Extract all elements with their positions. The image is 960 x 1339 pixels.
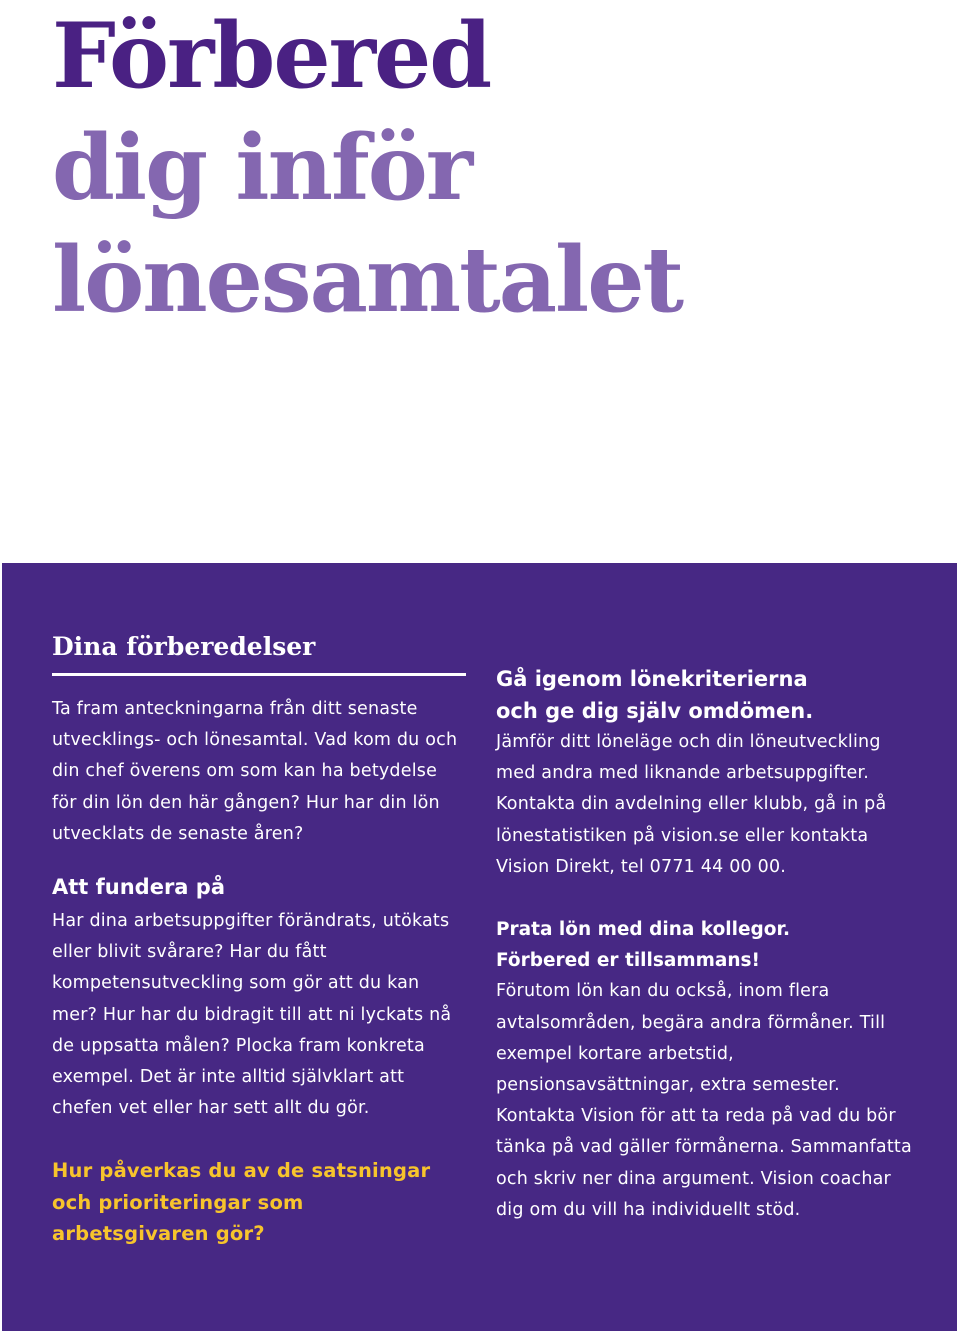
- spacer: [496, 883, 916, 914]
- highlight-question: Hur påverkas du av de satsningar och prioriteringar som arbetsgivaren gör?: [52, 1159, 431, 1246]
- reflection-paragraph: Har dina arbetsuppgifter förändrats, utökats eller blivit svårare? Har du fått kompetensutveckling som gör att du kan mer? Hur har du bidragit till att ni lyckats nå de uppsatta målen? Plocka fram konkreta exempel. Det är inte alltid självklart att chefen vet eller har sett allt du gör.: [52, 911, 452, 1119]
- title-line-2: dig inför: [52, 115, 472, 221]
- title-line-1: Förbered: [52, 3, 491, 109]
- benefits-paragraph: Förutom lön kan du också, inom flera avtalsområden, begära andra förmåner. Till exempel kortare arbetstid, pensionsavsättningar, extra semester. Kontakta Vision för att ta reda på vad du bör tänka på vad gäller förmånerna. Sammanfatta och skriv ner dina argument. Vision coachar dig om du vill ha individuellt stöd.: [496, 981, 912, 1220]
- colleagues-heading-line-1: Prata lön med dina kollegor.: [496, 919, 790, 941]
- subheading: Att fundera på: [52, 875, 225, 900]
- content-panel: [2, 563, 957, 1331]
- criteria-paragraph: Jämför ditt löneläge och din löneutveckling med andra med liknande arbetsuppgifter. Kontakta din avdelning eller klubb, gå in på lönestatistiken på vision.se eller kontakta Vision Direkt, tel 0771 44 00 00.: [496, 732, 887, 877]
- left-column: [52, 631, 466, 1250]
- colleagues-heading-line-2: Förbered er tillsammans!: [496, 950, 760, 972]
- right-column: [496, 663, 916, 1226]
- section-heading: Dina förberedelser: [52, 632, 316, 661]
- page-title: [52, 0, 682, 336]
- title-line-3: lönesamtalet: [52, 227, 683, 333]
- heading-divider: [52, 673, 466, 676]
- criteria-heading-line-2: och ge dig själv omdömen.: [496, 699, 814, 723]
- intro-paragraph: Ta fram anteckningarna från ditt senaste utvecklings- och lönesamtal. Vad kom du och din chef överens om som kan ha betydelse för din lön den här gången? Hur har din lön utvecklats de senaste åren?: [52, 699, 458, 844]
- criteria-heading-line-1: Gå igenom lönekriterierna: [496, 667, 808, 691]
